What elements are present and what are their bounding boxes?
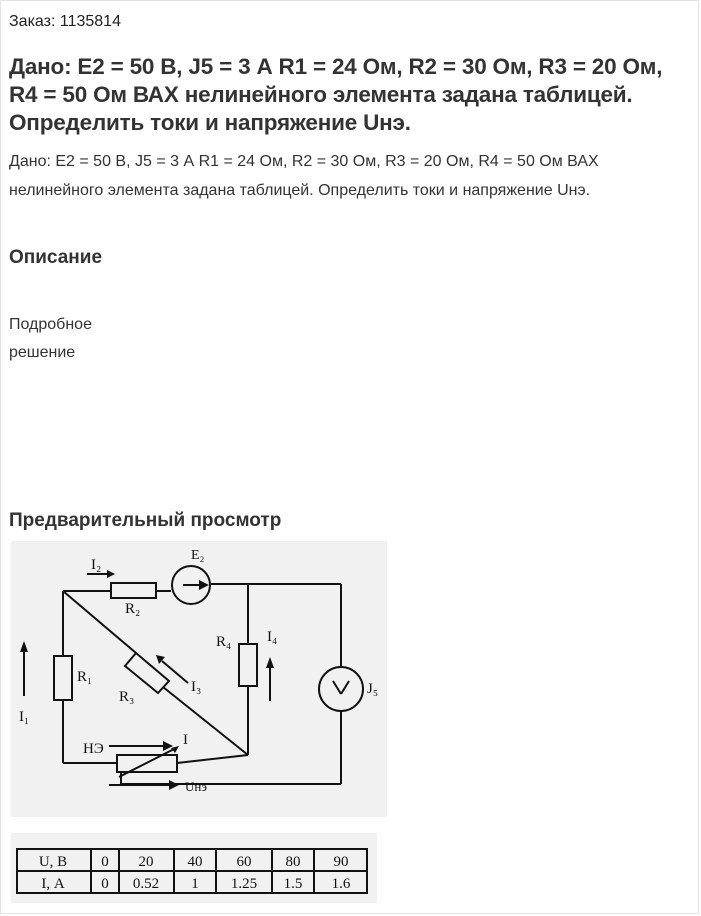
- preview-heading: Предварительный просмотр: [9, 510, 282, 531]
- vah-u-cell: 0: [101, 854, 109, 870]
- vah-i-cell: 0.52: [132, 876, 160, 892]
- solution-text: Подробное решение: [9, 316, 92, 361]
- label-r3: R₃: [119, 689, 135, 705]
- label-r4: R₄: [216, 634, 232, 650]
- label-i4: I₄: [267, 629, 278, 645]
- label-une: Uнэ: [185, 779, 207, 794]
- vah-header-i: I, А: [41, 876, 65, 892]
- label-j5: J₅: [367, 681, 379, 697]
- vah-u-cell: 20: [138, 854, 154, 870]
- label-ne: НЭ: [83, 741, 104, 757]
- vah-u-cell: 40: [187, 854, 203, 870]
- circuit-diagram: [11, 541, 387, 817]
- vah-header-u: U, В: [38, 854, 68, 870]
- circuit-preview-image: [11, 541, 387, 822]
- label-e2: E₂: [191, 548, 205, 563]
- vah-table: [11, 833, 377, 903]
- vah-i-cell: 1: [191, 876, 199, 892]
- vah-u-cell: 60: [236, 854, 252, 870]
- vah-table-image: [11, 833, 377, 908]
- label-r1: R₁: [77, 669, 93, 685]
- label-i3: I₃: [191, 679, 202, 695]
- order-number: Заказ: 1135814: [9, 13, 121, 30]
- vah-i-cell: 0: [101, 876, 109, 892]
- label-i: I: [183, 732, 188, 748]
- vah-i-cell: 1.6: [331, 876, 351, 892]
- label-i2: I₂: [91, 557, 102, 573]
- label-i1: I₁: [19, 709, 30, 725]
- description-heading: Описание: [9, 247, 103, 268]
- vah-u-cell: 80: [285, 854, 301, 870]
- vah-i-cell: 1.5: [283, 876, 303, 892]
- page-title: Дано: E2 = 50 В, J5 = 3 А R1 = 24 Ом, R2 = 30 Ом, R3 = 20 Ом, R4 = 50 Ом ВАХ нелинейного элемента задана таблицей. Определить токи и напряжение Uнэ.: [9, 54, 663, 135]
- vah-i-cell: 1.25: [230, 876, 258, 892]
- vah-u-cell: 90: [333, 854, 349, 870]
- label-r2: R₂: [125, 601, 141, 617]
- task-description: Дано: E2 = 50 В, J5 = 3 А R1 = 24 Ом, R2 = 30 Ом, R3 = 20 Ом, R4 = 50 Ом ВАХ нелинейного элемента задана таблицей. Определить токи и напряжение Uнэ.: [9, 153, 599, 199]
